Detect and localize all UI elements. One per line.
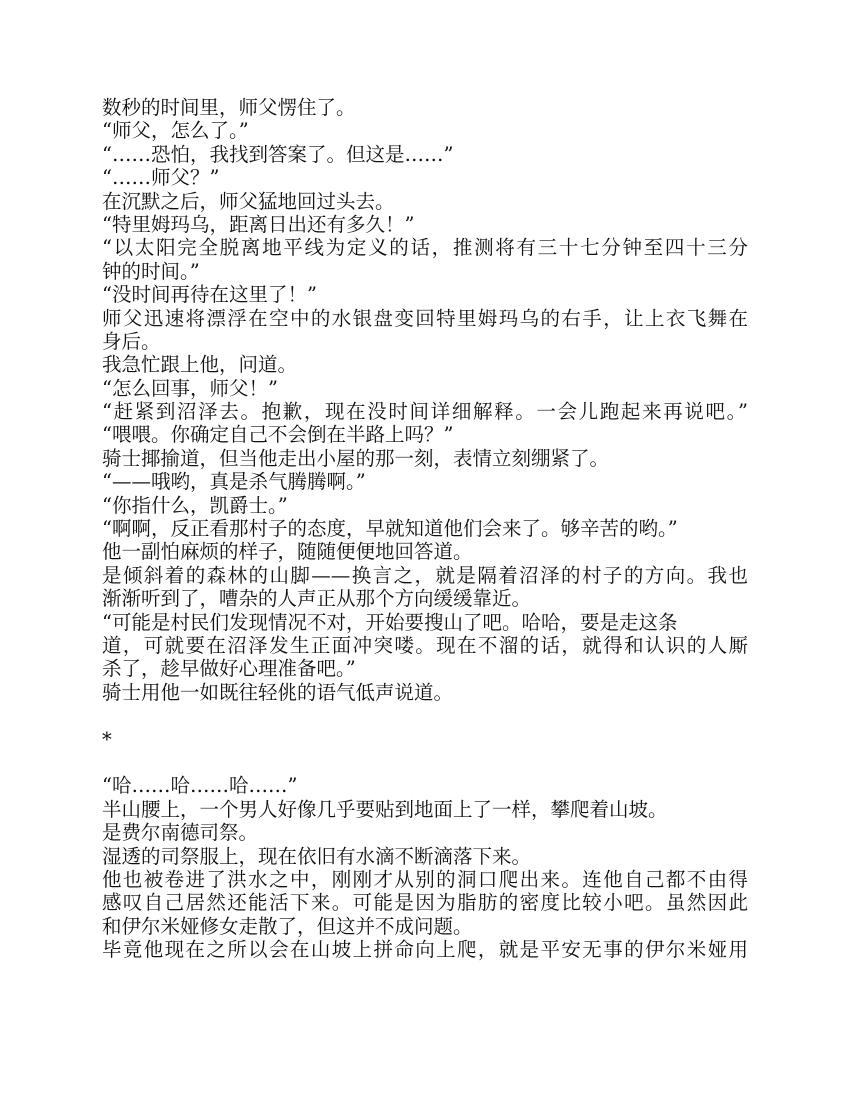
text-line: 师父迅速将漂浮在空中的水银盘变回特里姆玛乌的右手，让上衣飞舞在 [102, 306, 748, 330]
text-line: “怎么回事，师父！” [102, 376, 278, 400]
text-line: “师父，怎么了。” [102, 119, 249, 143]
blank-line [102, 751, 748, 774]
text-line: “可能是村民们发现情况不对，开始要搜山了吧。哈哈，要是走这条 [102, 610, 678, 634]
text-line: 他一副怕麻烦的样子，随随便便地回答道。 [102, 540, 473, 564]
text-line: 半山腰上，一个男人好像几乎要贴到地面上了一样，攀爬着山坡。 [102, 797, 668, 821]
text-line: “喂喂。你确定自己不会倒在半路上吗？” [102, 423, 454, 447]
text-line: “赶紧到沼泽去。抱歉，现在没时间详细解释。一会儿跑起来再说吧。” [102, 400, 748, 424]
text-line: 毕竟他现在之所以会在山坡上拼命向上爬，就是平安无事的伊尔米娅用 [102, 938, 748, 962]
text-line: “你指什么，凯爵士。” [102, 493, 288, 517]
blank-line [102, 704, 748, 727]
text-line: 和伊尔米娅修女走散了，但这并不成问题。 [102, 914, 473, 938]
text-line: 湿透的司祭服上，现在依旧有水滴不断滴落下来。 [102, 844, 532, 868]
text-line: 杀了，趁早做好心理准备吧。” [102, 657, 356, 681]
text-line: 道，可就要在沼泽发生正面冲突喽。现在不溜的话，就得和认识的人厮 [102, 633, 748, 657]
document-body [102, 96, 748, 961]
section-break: * [102, 727, 112, 751]
text-line: “啊啊，反正看那村子的态度，早就知道他们会来了。够辛苦的哟。” [102, 517, 678, 541]
text-line: “——哦哟，真是杀气腾腾啊。” [102, 470, 366, 494]
text-line: 骑士用他一如既往轻佻的语气低声说道。 [102, 680, 454, 704]
text-line: “以太阳完全脱离地平线为定义的话，推测将有三十七分钟至四十三分 [102, 236, 748, 260]
text-line: “哈……哈……哈……” [102, 774, 298, 798]
text-line: 骑士揶揄道，但当他走出小屋的那一刻，表情立刻绷紧了。 [102, 446, 610, 470]
text-line: 感叹自己居然还能活下来。可能是因为脂肪的密度比较小吧。虽然因此 [102, 891, 748, 915]
text-line: 我急忙跟上他，问道。 [102, 353, 298, 377]
text-line: “没时间再待在这里了！” [102, 283, 317, 307]
text-line: 是倾斜着的森林的山脚——换言之，就是隔着沼泽的村子的方向。我也 [102, 563, 748, 587]
text-line: 是费尔南德司祭。 [102, 821, 259, 845]
text-line: 渐渐听到了，嘈杂的人声正从那个方向缓缓靠近。 [102, 587, 532, 611]
text-line: 数秒的时间里，师父愣住了。 [102, 96, 356, 119]
text-line: “……恐怕，我找到答案了。但这是……” [102, 142, 454, 166]
text-line: 身后。 [102, 329, 161, 353]
text-line: 他也被卷进了洪水之中，刚刚才从别的洞口爬出来。连他自己都不由得 [102, 867, 748, 891]
text-line: “特里姆玛乌，距离日出还有多久！” [102, 212, 415, 236]
text-line: “……师父？” [102, 166, 220, 190]
text-line: 在沉默之后，师父猛地回过头去。 [102, 189, 395, 213]
text-line: 钟的时间。” [102, 259, 200, 283]
